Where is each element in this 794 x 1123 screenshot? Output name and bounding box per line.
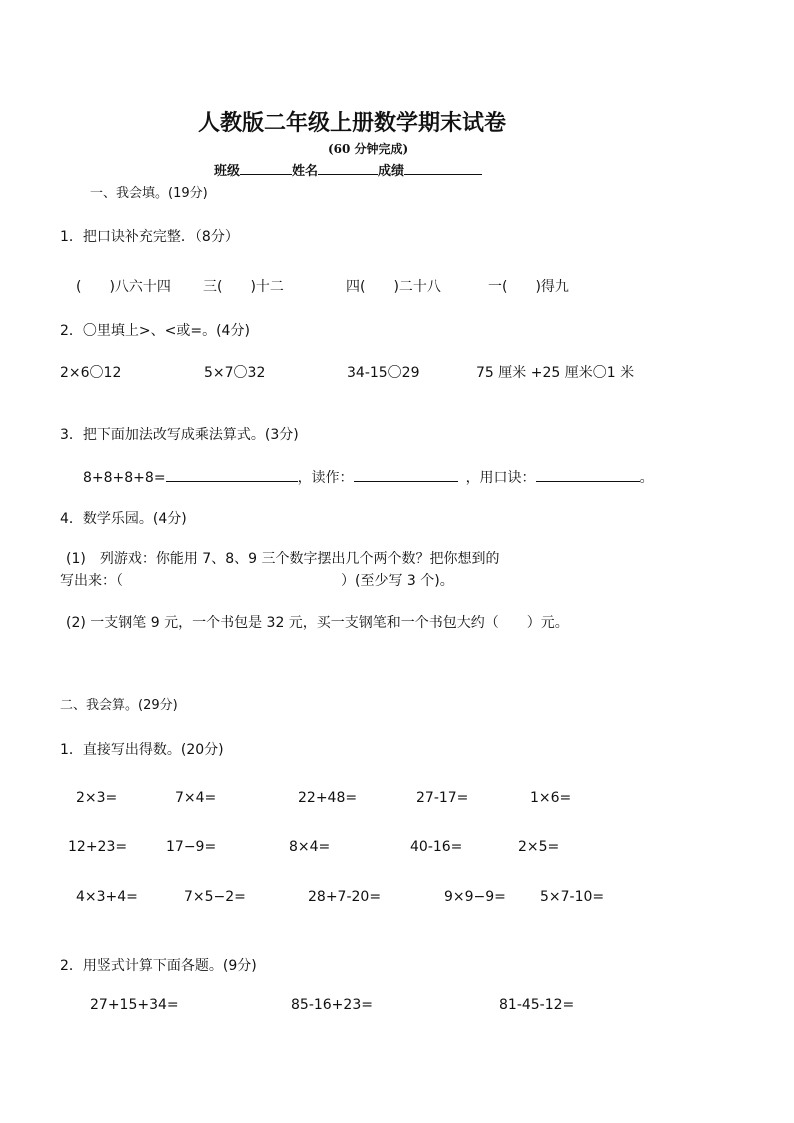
calc-item: 5×7-10= bbox=[540, 889, 605, 905]
calc-item: 27-17= bbox=[416, 790, 469, 806]
read-label: ，读作： bbox=[297, 470, 354, 486]
compare-item: 34-15〇29 bbox=[347, 365, 420, 381]
class-blank[interactable] bbox=[240, 161, 292, 175]
write-note: ）(至少写 3 个)。 bbox=[341, 573, 454, 589]
calc-item: 22+48= bbox=[298, 790, 358, 806]
name-label: 姓名 bbox=[292, 164, 319, 179]
score-blank[interactable] bbox=[404, 161, 482, 175]
question-1-item: 四( )二十八 bbox=[346, 279, 441, 295]
score-label: 成绩 bbox=[378, 164, 405, 179]
question-4-part-1-line-1: (1) 列游戏：你能用 7、8、9 三个数字摆出几个两个数？把你想到的 bbox=[66, 551, 500, 567]
calc-item: 17−9= bbox=[166, 839, 217, 855]
read-blank[interactable] bbox=[354, 468, 458, 482]
question-3-title: 3．把下面加法改写成乘法算式。(3分) bbox=[60, 427, 299, 443]
write-label: 写出来：（ bbox=[60, 573, 123, 589]
period: 。 bbox=[639, 470, 654, 486]
page-subtitle: (60 分钟完成) bbox=[328, 142, 409, 156]
name-blank[interactable] bbox=[318, 161, 378, 175]
class-label: 班级 bbox=[214, 164, 241, 179]
calc-item: 4×3+4= bbox=[76, 889, 138, 905]
vertical-calc-item: 81-45-12= bbox=[499, 997, 575, 1013]
question-1-title: 1．把口诀补充完整．（8分） bbox=[60, 229, 239, 245]
calc-item: 7×4= bbox=[175, 790, 217, 806]
section-2-question-1-title: 1．直接写出得数。(20分) bbox=[60, 742, 224, 758]
section-2-title: 二、我会算。(29分) bbox=[60, 698, 178, 713]
question-4-part-2: (2) 一支钢笔 9 元，一个书包是 32 元，买一支钢笔和一个书包大约（ ）元。 bbox=[66, 615, 569, 631]
compare-item: 2×6〇12 bbox=[60, 365, 122, 381]
vertical-calc-item: 85-16+23= bbox=[291, 997, 373, 1013]
formula-blank[interactable] bbox=[536, 468, 640, 482]
student-info-line bbox=[214, 160, 482, 179]
calc-item: 9×9−9= bbox=[444, 889, 506, 905]
question-1-item: 一( )得九 bbox=[488, 279, 569, 295]
page-title: 人教版二年级上册数学期末试卷 bbox=[198, 110, 507, 136]
question-2-title: 2．〇里填上>、<或=。(4分) bbox=[60, 323, 250, 339]
compare-item: 5×7〇32 bbox=[204, 365, 266, 381]
multiplication-blank[interactable] bbox=[166, 468, 298, 482]
question-4-title: 4．数学乐园。(4分) bbox=[60, 511, 187, 527]
calc-item: 12+23= bbox=[68, 839, 128, 855]
section-2-question-2-title: 2．用竖式计算下面各题。(9分) bbox=[60, 958, 257, 974]
calc-item: 1×6= bbox=[530, 790, 572, 806]
formula-label: ，用口诀： bbox=[465, 470, 536, 486]
calc-item: 7×5−2= bbox=[184, 889, 246, 905]
question-1-item: ( )八六十四 bbox=[76, 279, 171, 295]
calc-item: 2×5= bbox=[518, 839, 560, 855]
compare-item: 75 厘米 +25 厘米〇1 米 bbox=[476, 365, 635, 381]
calc-item: 2×3= bbox=[76, 790, 118, 806]
addition-expression: 8+8+8+8= bbox=[83, 470, 166, 486]
question-4-part-1-line-2 bbox=[60, 570, 454, 590]
calc-item: 8×4= bbox=[289, 839, 331, 855]
question-3-line bbox=[83, 467, 654, 487]
section-1-title: 一、我会填。(19分) bbox=[90, 186, 208, 201]
vertical-calc-item: 27+15+34= bbox=[90, 997, 179, 1013]
calc-item: 28+7-20= bbox=[308, 889, 382, 905]
calc-item: 40-16= bbox=[410, 839, 463, 855]
question-1-item: 三( )十二 bbox=[203, 279, 284, 295]
